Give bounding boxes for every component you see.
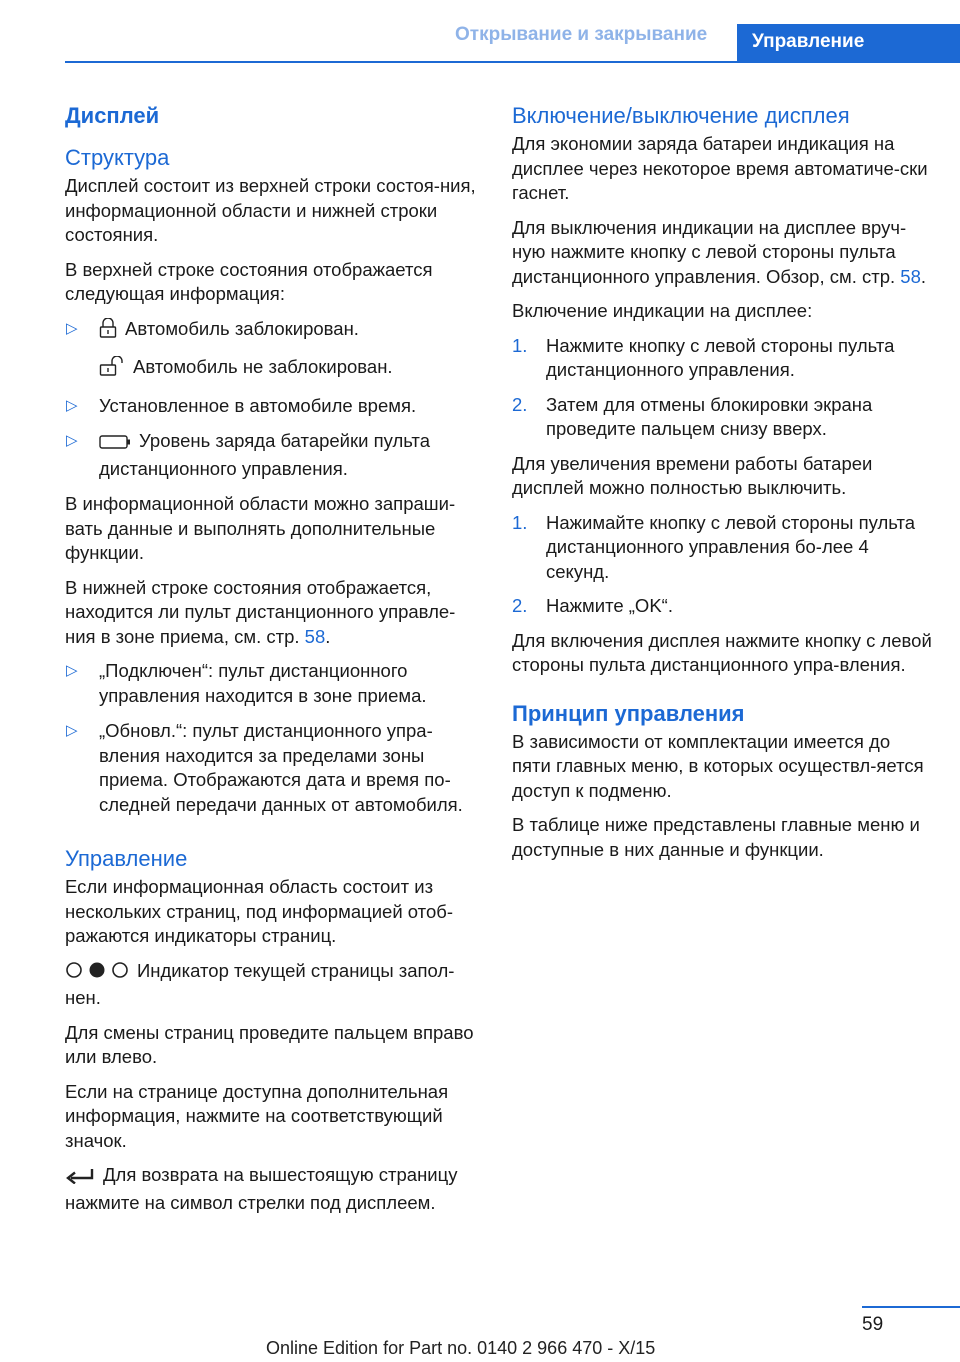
bullet-marker: ▷ bbox=[66, 396, 78, 414]
step-text: Нажимайте кнопку с левой стороны пульта дистанционного управления бо-лее 4 секунд. bbox=[546, 511, 915, 582]
header-rule bbox=[65, 61, 960, 63]
paragraph: Включение индикации на дисплее: bbox=[512, 300, 813, 321]
header-section-label: Управление bbox=[752, 31, 865, 52]
paragraph: В таблице ниже представлены главные меню и доступные в них данные и функции. bbox=[512, 814, 920, 860]
paragraph: В верхней строке состояния отображается следующая информация: bbox=[65, 258, 433, 304]
heading-control: Управление bbox=[65, 846, 188, 871]
paragraph-text: Для выключения индикации на дисплее вруч-ную нажмите кнопку с левой стороны пульта дистанционного управления. Обзор, см. стр. bbox=[512, 216, 907, 287]
bullet-item bbox=[65, 429, 480, 481]
paragraph: Если информационная область состоит из нескольких страниц, под информацией отоб-ражаются индикаторы страниц. bbox=[65, 876, 453, 946]
numbered-step bbox=[512, 511, 932, 585]
bullet-item bbox=[65, 719, 480, 817]
left-column bbox=[65, 102, 480, 1225]
paragraph: Дисплей состоит из верхней строки состоя-ния, информационной области и нижней строки состояния. bbox=[65, 175, 476, 245]
footer-rule bbox=[862, 1306, 960, 1308]
paragraph-with-link: Для выключения индикации на дисплее вруч-ную нажмите кнопку с левой стороны пульта дистанционного управления. Обзор, см. стр. 58. bbox=[512, 216, 927, 287]
step-number: 1. bbox=[512, 334, 528, 356]
step-number: 2. bbox=[512, 393, 528, 415]
paragraph: Если на странице доступна дополнительная информация, нажмите на соответствующий значок. bbox=[65, 1080, 449, 1151]
step-number: 2. bbox=[512, 595, 528, 616]
back-arrow-icon bbox=[65, 1166, 95, 1191]
bullet-text: „Подключен“: пульт дистанционного управления находится в зоне приема. bbox=[99, 660, 427, 706]
header-section-tab[interactable] bbox=[737, 24, 960, 62]
paragraph-with-icon bbox=[65, 1163, 480, 1215]
footer-edition: Online Edition for Part no. 0140 2 966 470 - X/15 bbox=[266, 1338, 656, 1358]
bullet-marker: ▷ bbox=[66, 722, 78, 739]
battery-icon bbox=[99, 432, 131, 457]
paragraph: В информационной области можно запраши-вать данные и выполнять дополнительные функции. bbox=[65, 493, 456, 563]
heading-display: Дисплей bbox=[65, 103, 160, 128]
lock-open-icon bbox=[99, 356, 125, 383]
page-link[interactable]: 58 bbox=[304, 625, 326, 647]
step-number: 1. bbox=[512, 511, 528, 533]
lock-closed-icon bbox=[99, 318, 117, 345]
paragraph: Для включения дисплея нажмите кнопку с левой стороны пульта дистанционного упра-вления. bbox=[512, 629, 932, 675]
paragraph-text: Индикатор текущей страницы запол-нен. bbox=[65, 959, 455, 1008]
page-number: 59 bbox=[862, 1314, 884, 1335]
bullet-item bbox=[65, 394, 480, 419]
page-link[interactable]: 58 bbox=[900, 265, 921, 287]
bullet-marker: ▷ bbox=[66, 662, 78, 679]
heading-control-principle: Принцип управления bbox=[512, 700, 745, 726]
right-column bbox=[512, 102, 932, 872]
numbered-step bbox=[512, 393, 932, 442]
numbered-step bbox=[512, 334, 932, 383]
paragraph: Для смены страниц проведите пальцем вправо или влево. bbox=[65, 1021, 474, 1067]
bullet-text: „Обновл.“: пульт дистанционного упра-вления находится за пределами зоны приема. Отображаются дата и время по-следней передачи данных от автомобиля. bbox=[99, 720, 463, 815]
step-text: Затем для отмены блокировки экрана проведите пальцем снизу вверх. bbox=[546, 393, 873, 439]
numbered-step bbox=[512, 594, 932, 619]
heading-display-onoff: Включение/выключение дисплея bbox=[512, 103, 850, 128]
header-chapter-tab[interactable]: Открывание и закрывание bbox=[455, 24, 708, 45]
paragraph-text: Для возврата на вышестоящую страницу нажмите на символ стрелки под дисплеем. bbox=[65, 1164, 458, 1213]
bullet-item bbox=[65, 317, 480, 345]
bullet-marker: ▷ bbox=[66, 432, 78, 449]
bullet-text: Уровень заряда батарейки пульта дистанционного управления. bbox=[99, 430, 430, 479]
paragraph: Для экономии заряда батареи индикация на дисплее через некоторое время автоматиче-ски гаснет. bbox=[512, 133, 928, 203]
paragraph-with-link: В нижней строке состояния отображается, находится ли пульт дистанционного управле-ния в зоне приема, см. стр. 58. bbox=[65, 576, 456, 647]
step-text: Нажмите „OK“. bbox=[546, 595, 673, 616]
bullet-text: Автомобиль заблокирован. bbox=[125, 317, 359, 339]
heading-structure: Структура bbox=[65, 145, 170, 170]
paragraph: Для увеличения времени работы батареи дисплей можно полностью выключить. bbox=[512, 452, 873, 498]
bullet-text: Установленное в автомобиле время. bbox=[99, 394, 417, 416]
step-text: Нажмите кнопку с левой стороны пульта дистанционного управления. bbox=[546, 334, 895, 380]
bullet-item bbox=[65, 659, 480, 708]
bullet-subitem bbox=[65, 355, 480, 383]
bullet-marker: ▷ bbox=[66, 319, 78, 337]
paragraph-with-icon bbox=[65, 959, 480, 1011]
paragraph-text: В нижней строке состояния отображается, находится ли пульт дистанционного управле-ния в зоне приема, см. стр. bbox=[65, 576, 456, 647]
bullet-text: Автомобиль не заблокирован. bbox=[133, 356, 393, 377]
paragraph: В зависимости от комплектации имеется до пяти главных меню, в которых осуществл-яется доступ к подменю. bbox=[512, 730, 924, 801]
page-indicator-icon bbox=[65, 960, 129, 987]
